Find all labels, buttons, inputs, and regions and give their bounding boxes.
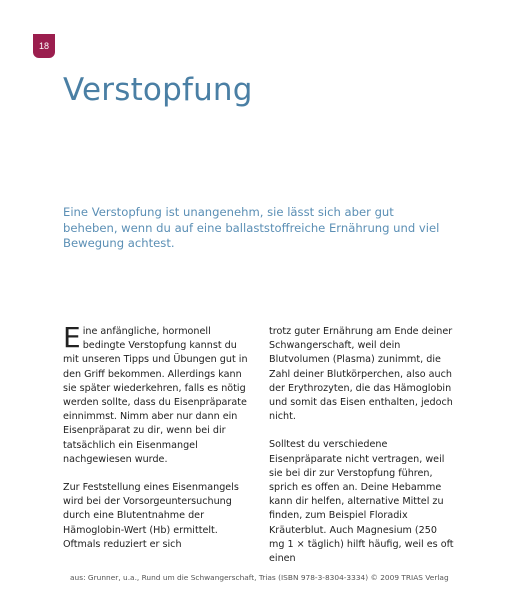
page-number-badge [33, 34, 55, 58]
right-paragraph-2: Solltest du verschiedene Eisenpräparate nicht vertragen, weil sie bei dir zur Verstopfung führen, sprich es offen an. Deine Hebamme kann dir helfen, alternative Mittel zu finden, zum Beispiel Floradix Kräuterblut. Auch Magnesium (250 mg 1 × täglich) hilft häufig, weil es oft einen [269, 439, 454, 565]
text-column-right [269, 325, 455, 580]
right-paragraph-1: trotz guter Ernährung am Ende deiner Schwangerschaft, weil dein Blutvolumen (Plasma) zunimmt, die Zahl deiner Blutkörperchen, also auch der Erythrozyten, die das Hämoglobin und somit das Eisen enthalten, jedoch nicht. [269, 326, 453, 423]
left-paragraph-1 [63, 321, 249, 467]
page-title: Verstopfung [63, 72, 253, 108]
lead-paragraph: Eine Verstopfung ist unangenehm, sie lässt sich aber gut beheben, wenn du auf eine ballaststoffreiche Ernährung und viel Bewegung achtest. [63, 205, 440, 250]
left-paragraph-2: Zur Feststellung eines Eisenmangels wird bei der Vorsorgeuntersuchung durch eine Blutentnahme der Hämoglobin-Wert (Hb) ermittelt. Oftmals reduziert er sich [63, 482, 239, 550]
drop-cap: E [63, 321, 81, 354]
page-footer-credit: aus: Grunner, u.a., Rund um die Schwangerschaft, Trias (ISBN 978-3-8304-3334) © 2009 TRIAS Verlag [70, 573, 449, 582]
text-column-left [63, 321, 249, 566]
left-paragraph-1-text: ine anfängliche, hormonell bedingte Verstopfung kannst du mit unseren Tipps und Übungen gut in den Griff bekommen. Allerdings kann sie später wiederkehren, falls es nötig werden sollte, dass du Eisenpräparate einnimmst. Nimm aber nur dann ein Eisenpräparat zu dir, wenn bei dir tatsächlich ein Eisenmangel nachgewiesen wurde. [63, 326, 248, 465]
page-number: 18 [38, 41, 49, 51]
